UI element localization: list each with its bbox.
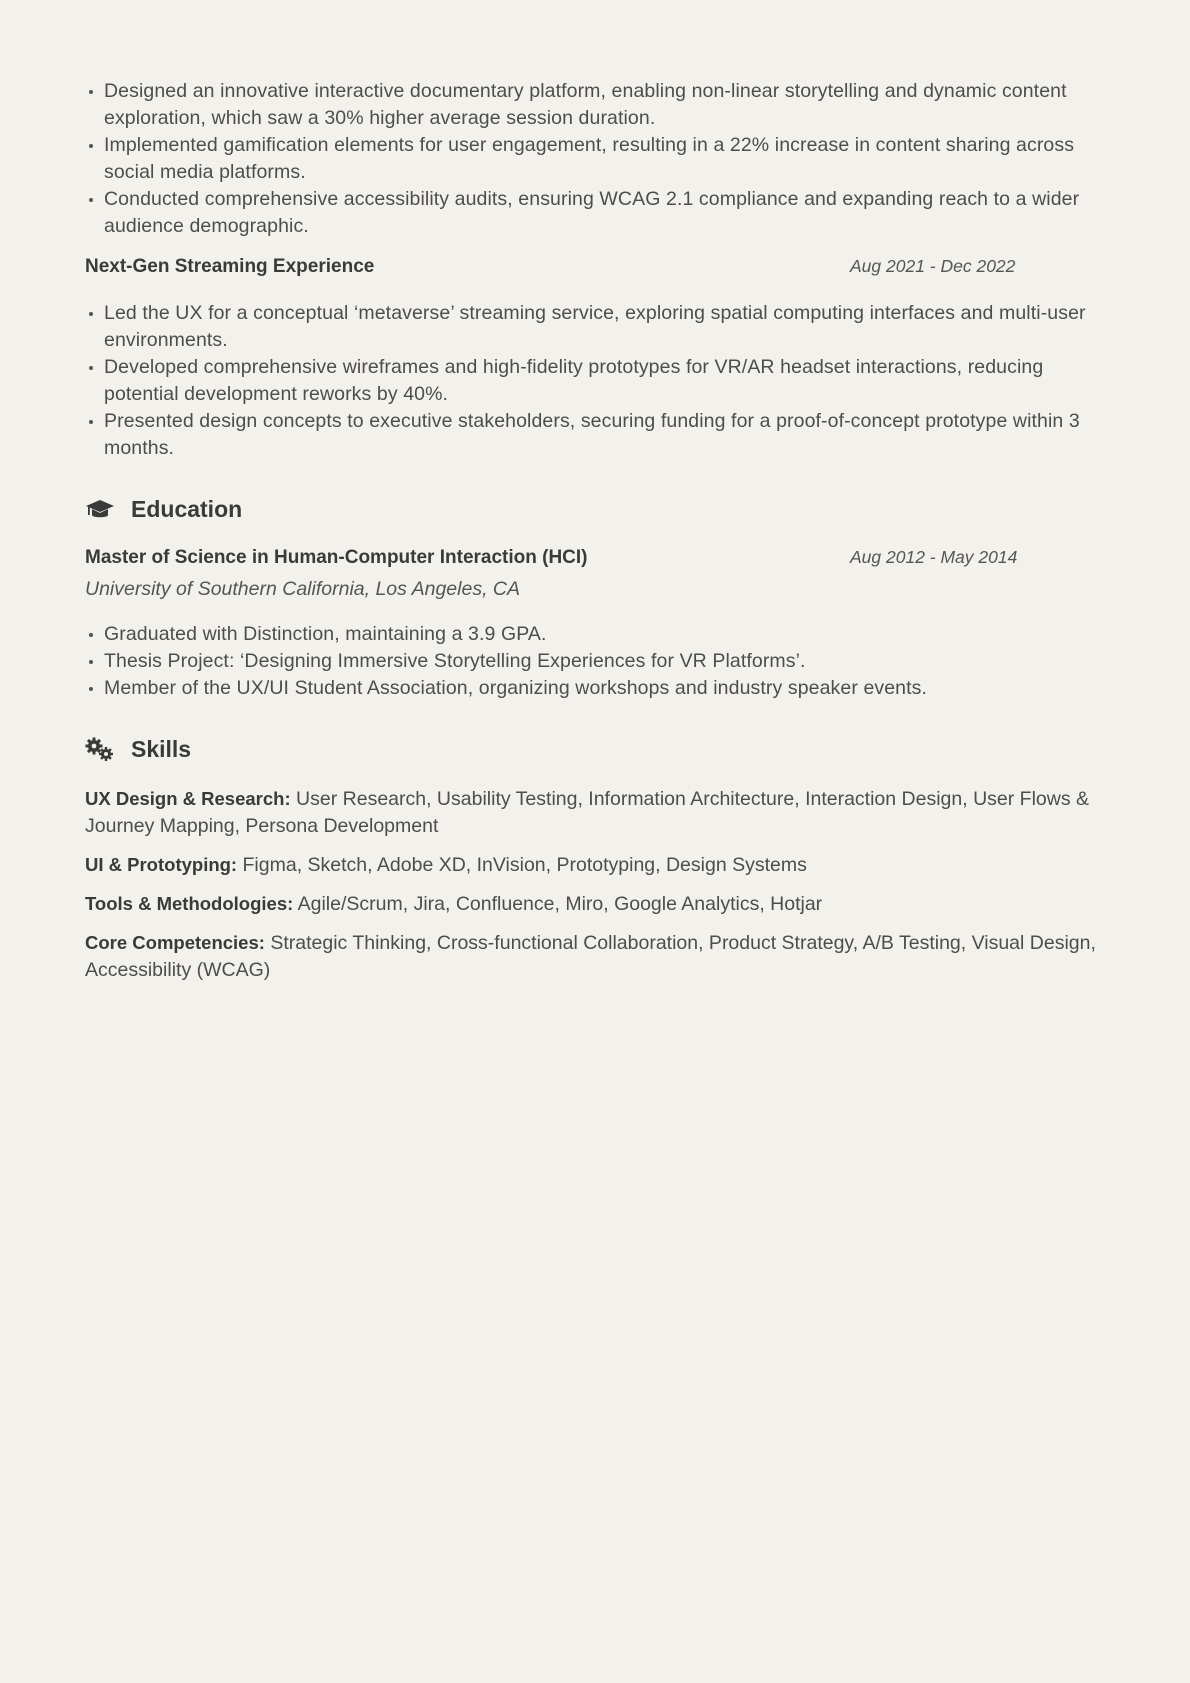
skills-section-header	[85, 736, 1105, 763]
list-item: Thesis Project: ‘Designing Immersive Storytelling Experiences for VR Platforms’.	[104, 648, 1105, 675]
list-item: Graduated with Distinction, maintaining a 3.9 GPA.	[104, 621, 1105, 648]
skill-label: UX Design & Research:	[85, 788, 291, 809]
list-item: Presented design concepts to executive stakeholders, securing funding for a proof-of-concept prototype within 3 months.	[104, 408, 1105, 462]
skill-value: User Research, Usability Testing, Information Architecture, Interaction Design, User Flows & Journey Mapping, Persona Development	[85, 788, 1090, 837]
skill-row	[85, 851, 1105, 879]
education-section-header	[85, 496, 1105, 523]
project-title: Next-Gen Streaming Experience	[85, 256, 375, 277]
gears-icon	[85, 737, 115, 763]
list-item: Designed an innovative interactive documentary platform, enabling non-linear storytelling and dynamic content exploration, which saw a 30% higher average session duration.	[104, 78, 1105, 132]
project-bullet-list	[85, 300, 1105, 462]
skill-value: Agile/Scrum, Jira, Confluence, Miro, Google Analytics, Hotjar	[297, 893, 823, 915]
skill-label: Tools & Methodologies:	[85, 893, 294, 914]
list-item: Conducted comprehensive accessibility audits, ensuring WCAG 2.1 compliance and expanding reach to a wider audience demographic.	[104, 186, 1105, 240]
list-item: Implemented gamification elements for user engagement, resulting in a 22% increase in content sharing across social media platforms.	[104, 132, 1105, 186]
list-item: Member of the UX/UI Student Association, organizing workshops and industry speaker events.	[104, 675, 1105, 702]
skill-row	[85, 929, 1105, 984]
graduation-cap-icon	[85, 497, 115, 523]
skill-value: Figma, Sketch, Adobe XD, InVision, Prototyping, Design Systems	[242, 854, 807, 876]
skill-label: UI & Prototyping:	[85, 854, 238, 875]
list-item: Led the UX for a conceptual ‘metaverse’ streaming service, exploring spatial computing interfaces and multi-user environments.	[104, 300, 1105, 354]
education-header	[85, 547, 1025, 569]
skill-value: Strategic Thinking, Cross-functional Collaboration, Product Strategy, A/B Testing, Visual Design, Accessibility (WCAG)	[85, 932, 1096, 981]
school-name: University of Southern California, Los Angeles, CA	[85, 578, 520, 600]
skills-title: Skills	[131, 736, 192, 762]
project-bullet-list	[85, 78, 1105, 240]
education-date: Aug 2012 - May 2014	[850, 547, 1018, 567]
degree-title: Master of Science in Human-Computer Interaction (HCI)	[85, 547, 588, 568]
project-header	[85, 256, 1025, 278]
resume-page	[85, 78, 1105, 984]
skills-list	[85, 785, 1105, 984]
list-item: Developed comprehensive wireframes and high-fidelity prototypes for VR/AR headset interactions, reducing potential development reworks by 40%.	[104, 354, 1105, 408]
education-bullet-list	[85, 621, 1105, 702]
project-date: Aug 2021 - Dec 2022	[850, 256, 1016, 276]
skill-row	[85, 785, 1105, 840]
skill-label: Core Competencies:	[85, 932, 265, 953]
skill-row	[85, 890, 1105, 918]
education-title: Education	[131, 496, 243, 522]
